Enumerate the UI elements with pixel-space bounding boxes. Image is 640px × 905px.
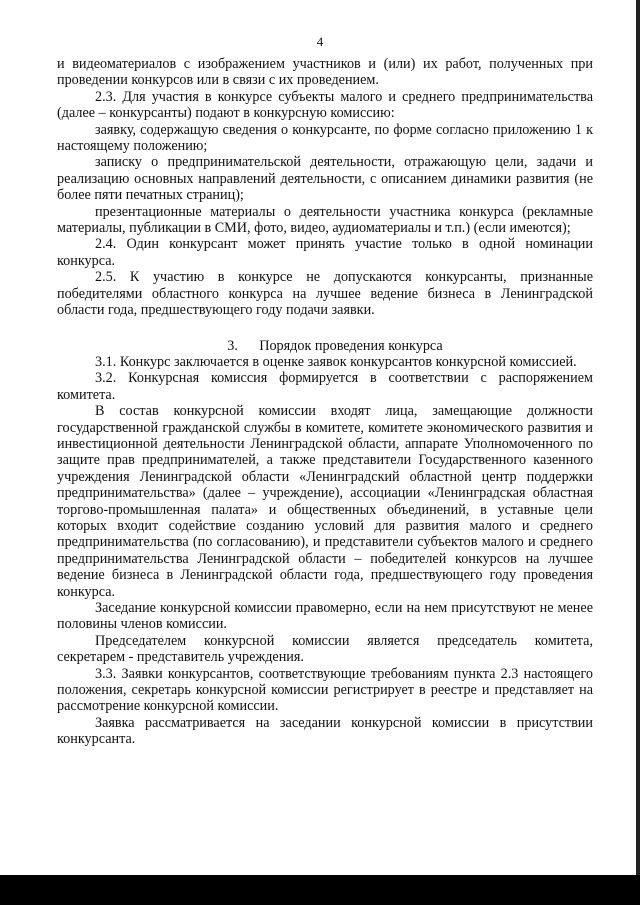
paragraph-continuation: и видеоматериалов с изображением участников и (или) их работ, полученных при проведении конкурсов или в связи с их проведением.	[57, 56, 593, 89]
paragraph-chairman: Председателем конкурсной комиссии является председатель комитета, секретарем - представитель учреждения.	[57, 632, 593, 666]
paragraph-commission-members: В состав конкурсной комиссии входят лица, замещающие должности государственной гражданской службы в комитете, комитете экономического развития и инвестиционной деятельности Ленинградской области, аппарате Уполномоченного по защите прав предпринимателей, а также представители Государственного казенного учреждения Ленинградской области «Ленинградский областной центр поддержки предпринимательства» (далее – учреждение), ассоциации «Ленинградская областная торгово-промышленная палата» и общественных объединений, в уставные цели которых входит содействие созданию условий для развития малого и среднего предпринимательства (по согласованию), и представители субъектов малого и среднего предпринимательства Ленинградской области – победителей конкурсов на лучшее ведение бизнеса в Ленинградской области года, предшествующего году проведения конкурса.	[57, 403, 593, 600]
scan-bottom-edge	[0, 875, 640, 905]
paragraph-application: заявку, содержащую сведения о конкурсанте, по форме согласно приложению 1 к настоящему положению;	[57, 121, 593, 155]
paragraph-3-2: 3.2. Конкурсная комиссия формируется в соответствии с распоряжением комитета.	[57, 370, 593, 403]
section-heading-3: 3. Порядок проведения конкурса	[227, 337, 443, 354]
paragraph-review: Заявка рассматривается на заседании конкурсной комиссии в присутствии конкурсанта.	[57, 714, 593, 748]
paragraph-2-5: 2.5. К участию в конкурсе не допускаются конкурсанты, признанные победителями областного конкурса на лучшее ведение бизнеса в Ленинградской области года, предшествующего году подачи заявки.	[57, 269, 593, 319]
paragraph-3-1: 3.1. Конкурс заключается в оценке заявок конкурсантов конкурсной комиссией.	[95, 353, 577, 370]
paragraph-business-note: записку о предпринимательской деятельности, отражающую цели, задачи и реализацию основных направлений деятельности, с описанием динамики развития (не более пяти печатных страниц);	[57, 154, 593, 204]
document-body	[57, 56, 593, 748]
paragraph-quorum: Заседание конкурсной комиссии правомерно, если на нем присутствуют не менее половины членов комиссии.	[57, 600, 593, 633]
page-number: 4	[316, 34, 324, 49]
paragraph-3-3: 3.3. Заявки конкурсантов, соответствующие требованиям пункта 2.3 настоящего положения, секретарь конкурсной комиссии регистрирует в реестре и представляет на рассмотрение конкурсной комиссии.	[57, 665, 593, 715]
paragraph-2-4: 2.4. Один конкурсант может принять участие только в одной номинации конкурса.	[57, 236, 593, 269]
paragraph-presentation: презентационные материалы о деятельности участника конкурса (рекламные материалы, публикации в СМИ, фото, видео, аудиоматериалы и т.п.) (если имеются);	[57, 203, 593, 237]
paragraph-2-3: 2.3. Для участия в конкурсе субъекты малого и среднего предпринимательства (далее – конкурсанты) подают в конкурсную комиссию:	[57, 88, 593, 122]
